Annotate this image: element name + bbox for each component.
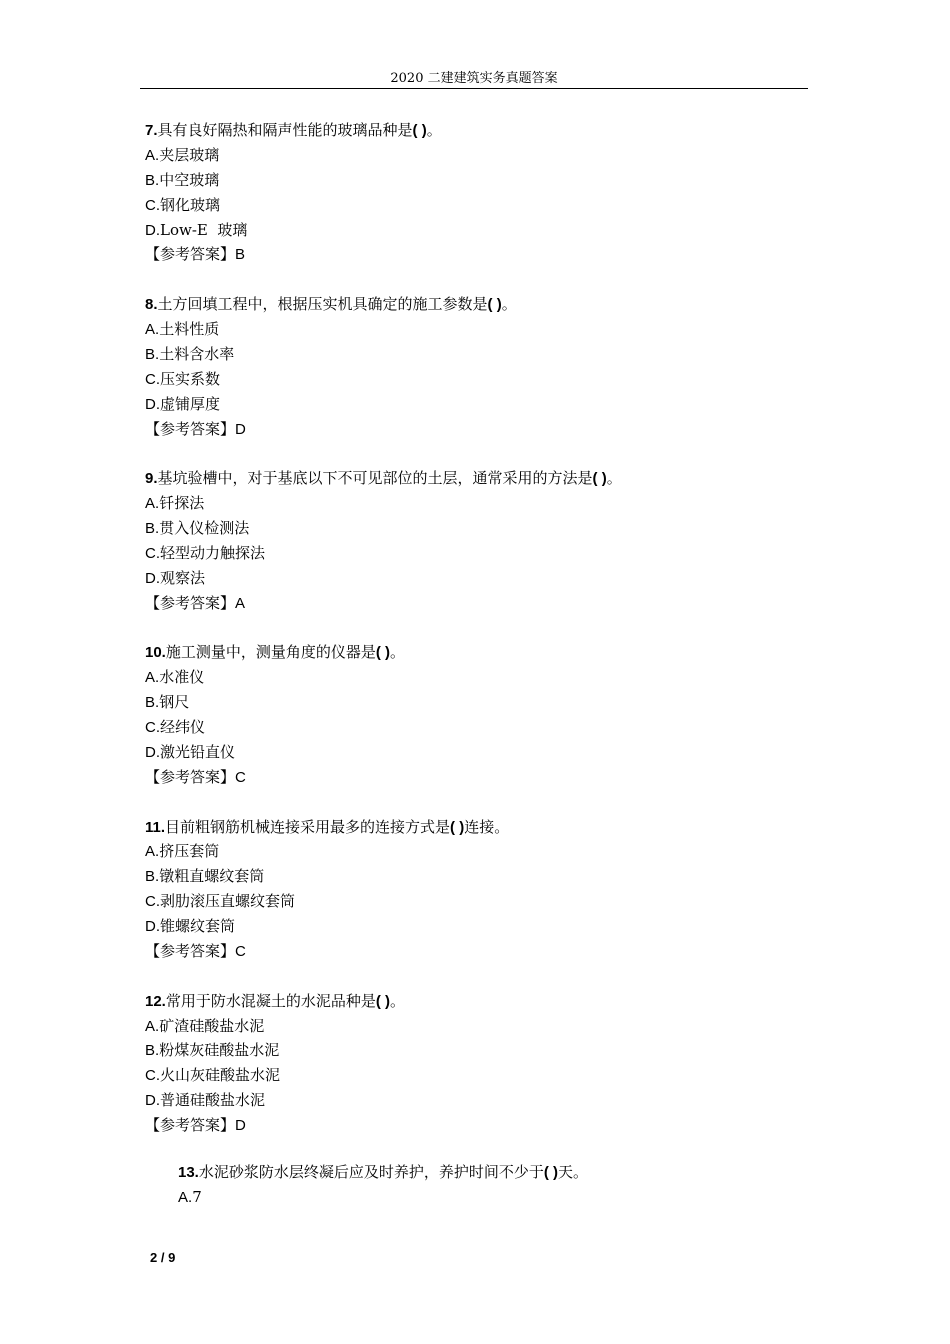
question-block	[145, 640, 805, 789]
question-text: 基坑验槽中，对于基底以下不可见部位的土层，通常采用的方法是	[157, 469, 593, 488]
answer-label: 【参考答案】	[145, 767, 236, 786]
option-c	[145, 193, 805, 218]
option-text: 火山灰硅酸盐水泥	[160, 1066, 281, 1085]
option-a	[145, 143, 805, 168]
option-letter: B.	[145, 171, 160, 189]
question-block	[145, 466, 805, 615]
question-text-end: 。	[606, 469, 622, 488]
question-stem	[145, 118, 805, 143]
option-text: 压实系数	[160, 369, 221, 388]
option-text: 中空玻璃	[159, 170, 220, 189]
option-letter: B.	[145, 868, 160, 886]
answer-blank: ( )	[375, 992, 391, 1010]
question-number: 9.	[145, 470, 158, 488]
option-letter: D.	[145, 743, 160, 761]
option-a	[145, 839, 805, 864]
option-text: 贯入仪检测法	[159, 519, 250, 538]
question-stem	[178, 1160, 798, 1185]
option-letter: A.	[145, 146, 160, 164]
option-letter: A.	[145, 495, 160, 513]
option-a	[145, 491, 805, 516]
question-text-end: 。	[501, 295, 517, 314]
page-header: 2020 二建建筑实务真题答案	[390, 71, 558, 86]
option-text: 经纬仪	[160, 718, 206, 737]
option-letter: A.	[145, 1017, 160, 1035]
option-text: 激光铅直仪	[160, 742, 236, 761]
option-d	[145, 392, 805, 417]
option-text: 普通硅酸盐水泥	[160, 1091, 266, 1110]
question-number: 12.	[145, 992, 166, 1010]
answer-value: D	[235, 420, 246, 438]
option-text: Low-E 玻璃	[160, 220, 248, 239]
option-text: 钢尺	[159, 693, 190, 712]
answer-label: 【参考答案】	[145, 593, 236, 612]
option-b	[145, 342, 805, 367]
option-b	[145, 864, 805, 889]
option-letter: C.	[145, 370, 160, 388]
option-text: 粉煤灰硅酸盐水泥	[159, 1041, 280, 1060]
page-number: 2 / 9	[150, 1250, 176, 1265]
question-number: 8.	[145, 296, 158, 314]
question-13	[178, 1160, 798, 1210]
option-text: 土料含水率	[159, 344, 235, 363]
option-letter: A.	[145, 843, 160, 861]
option-letter: C.	[145, 544, 160, 562]
option-text: 观察法	[160, 568, 206, 587]
option-letter: D.	[145, 1092, 160, 1110]
option-letter: A.	[178, 1188, 193, 1206]
option-c	[145, 715, 805, 740]
question-stem	[145, 815, 805, 840]
question-text: 目前粗钢筋机械连接采用最多的连接方式是	[165, 817, 451, 836]
option-letter: B.	[145, 345, 160, 363]
question-list	[145, 118, 805, 1163]
question-block	[145, 118, 805, 267]
answer-label: 【参考答案】	[145, 942, 236, 961]
option-a	[145, 665, 805, 690]
option-b	[145, 168, 805, 193]
header-divider	[140, 88, 808, 89]
question-stem	[145, 292, 805, 317]
option-text: 轻型动力触探法	[160, 543, 266, 562]
option-letter: C.	[145, 1067, 160, 1085]
question-text-end: 天。	[558, 1163, 589, 1181]
option-c	[145, 367, 805, 392]
question-text-end: 连接。	[464, 817, 510, 836]
option-b	[145, 690, 805, 715]
reference-answer	[145, 939, 805, 964]
option-a	[178, 1185, 798, 1210]
question-block	[145, 989, 805, 1138]
reference-answer	[145, 242, 805, 267]
option-d	[145, 218, 805, 243]
option-text: 镦粗直螺纹套筒	[159, 867, 265, 886]
reference-answer	[145, 417, 805, 442]
option-b	[145, 1038, 805, 1063]
reference-answer	[145, 765, 805, 790]
option-letter: B.	[145, 694, 160, 712]
question-text: 土方回填工程中，根据压实机具确定的施工参数是	[157, 295, 488, 314]
option-text: 锥螺纹套筒	[160, 917, 236, 936]
answer-value: A	[235, 594, 246, 612]
option-b	[145, 516, 805, 541]
question-text: 常用于防水混凝土的水泥品种是	[165, 991, 376, 1010]
answer-label: 【参考答案】	[145, 1116, 236, 1135]
answer-blank: ( )	[450, 818, 465, 836]
option-letter: B.	[145, 520, 160, 538]
option-text: 虚铺厚度	[160, 394, 221, 413]
question-stem	[145, 640, 805, 665]
option-a	[145, 1014, 805, 1039]
option-letter: D.	[145, 395, 160, 413]
answer-value: B	[235, 246, 246, 264]
reference-answer	[145, 591, 805, 616]
answer-blank: ( )	[543, 1164, 559, 1181]
answer-value: C	[235, 768, 246, 786]
option-letter: D.	[145, 221, 160, 239]
option-c	[145, 889, 805, 914]
option-d	[145, 914, 805, 939]
option-text: 剥肋滚压直螺纹套筒	[160, 892, 296, 911]
question-stem	[145, 989, 805, 1014]
option-text: 7	[192, 1187, 202, 1206]
question-text-end: 。	[426, 121, 442, 139]
option-c	[145, 1063, 805, 1088]
option-letter: B.	[145, 1042, 160, 1060]
question-text: 具有良好隔热和隔声性能的玻璃品种是	[157, 121, 413, 139]
option-text: 水准仪	[159, 668, 205, 687]
question-block	[145, 292, 805, 441]
reference-answer	[145, 1113, 805, 1138]
option-letter: D.	[145, 918, 160, 936]
option-text: 夹层玻璃	[159, 145, 220, 164]
option-d	[145, 1088, 805, 1113]
option-text: 钢化玻璃	[160, 195, 221, 214]
question-text: 施工测量中，测量角度的仪器是	[165, 643, 376, 662]
question-block	[145, 815, 805, 964]
answer-blank: ( )	[487, 296, 502, 314]
answer-label: 【参考答案】	[145, 419, 236, 438]
question-text-end: 。	[390, 643, 406, 662]
question-text-end: 。	[390, 991, 406, 1010]
option-text: 钎探法	[159, 494, 205, 513]
option-letter: D.	[145, 569, 160, 587]
answer-blank: ( )	[375, 644, 391, 662]
question-stem	[145, 466, 805, 491]
option-text: 挤压套筒	[159, 842, 220, 861]
answer-blank: ( )	[412, 122, 427, 139]
option-text: 土料性质	[159, 320, 220, 339]
option-a	[145, 317, 805, 342]
option-letter: C.	[145, 196, 160, 214]
option-letter: A.	[145, 669, 160, 687]
option-text: 矿渣硅酸盐水泥	[159, 1016, 265, 1035]
option-d	[145, 740, 805, 765]
question-text: 水泥砂浆防水层终凝后应及时养护，养护时间不少于	[198, 1163, 544, 1181]
answer-label: 【参考答案】	[145, 245, 236, 264]
option-letter: A.	[145, 321, 160, 339]
question-number: 7.	[145, 122, 158, 139]
answer-value: D	[235, 1117, 246, 1135]
question-number: 11.	[145, 818, 166, 836]
answer-blank: ( )	[592, 470, 607, 488]
question-number: 10.	[145, 644, 166, 662]
answer-value: C	[235, 943, 246, 961]
option-letter: C.	[145, 719, 160, 737]
question-number: 13.	[178, 1164, 199, 1181]
option-d	[145, 566, 805, 591]
option-c	[145, 541, 805, 566]
option-letter: C.	[145, 893, 160, 911]
